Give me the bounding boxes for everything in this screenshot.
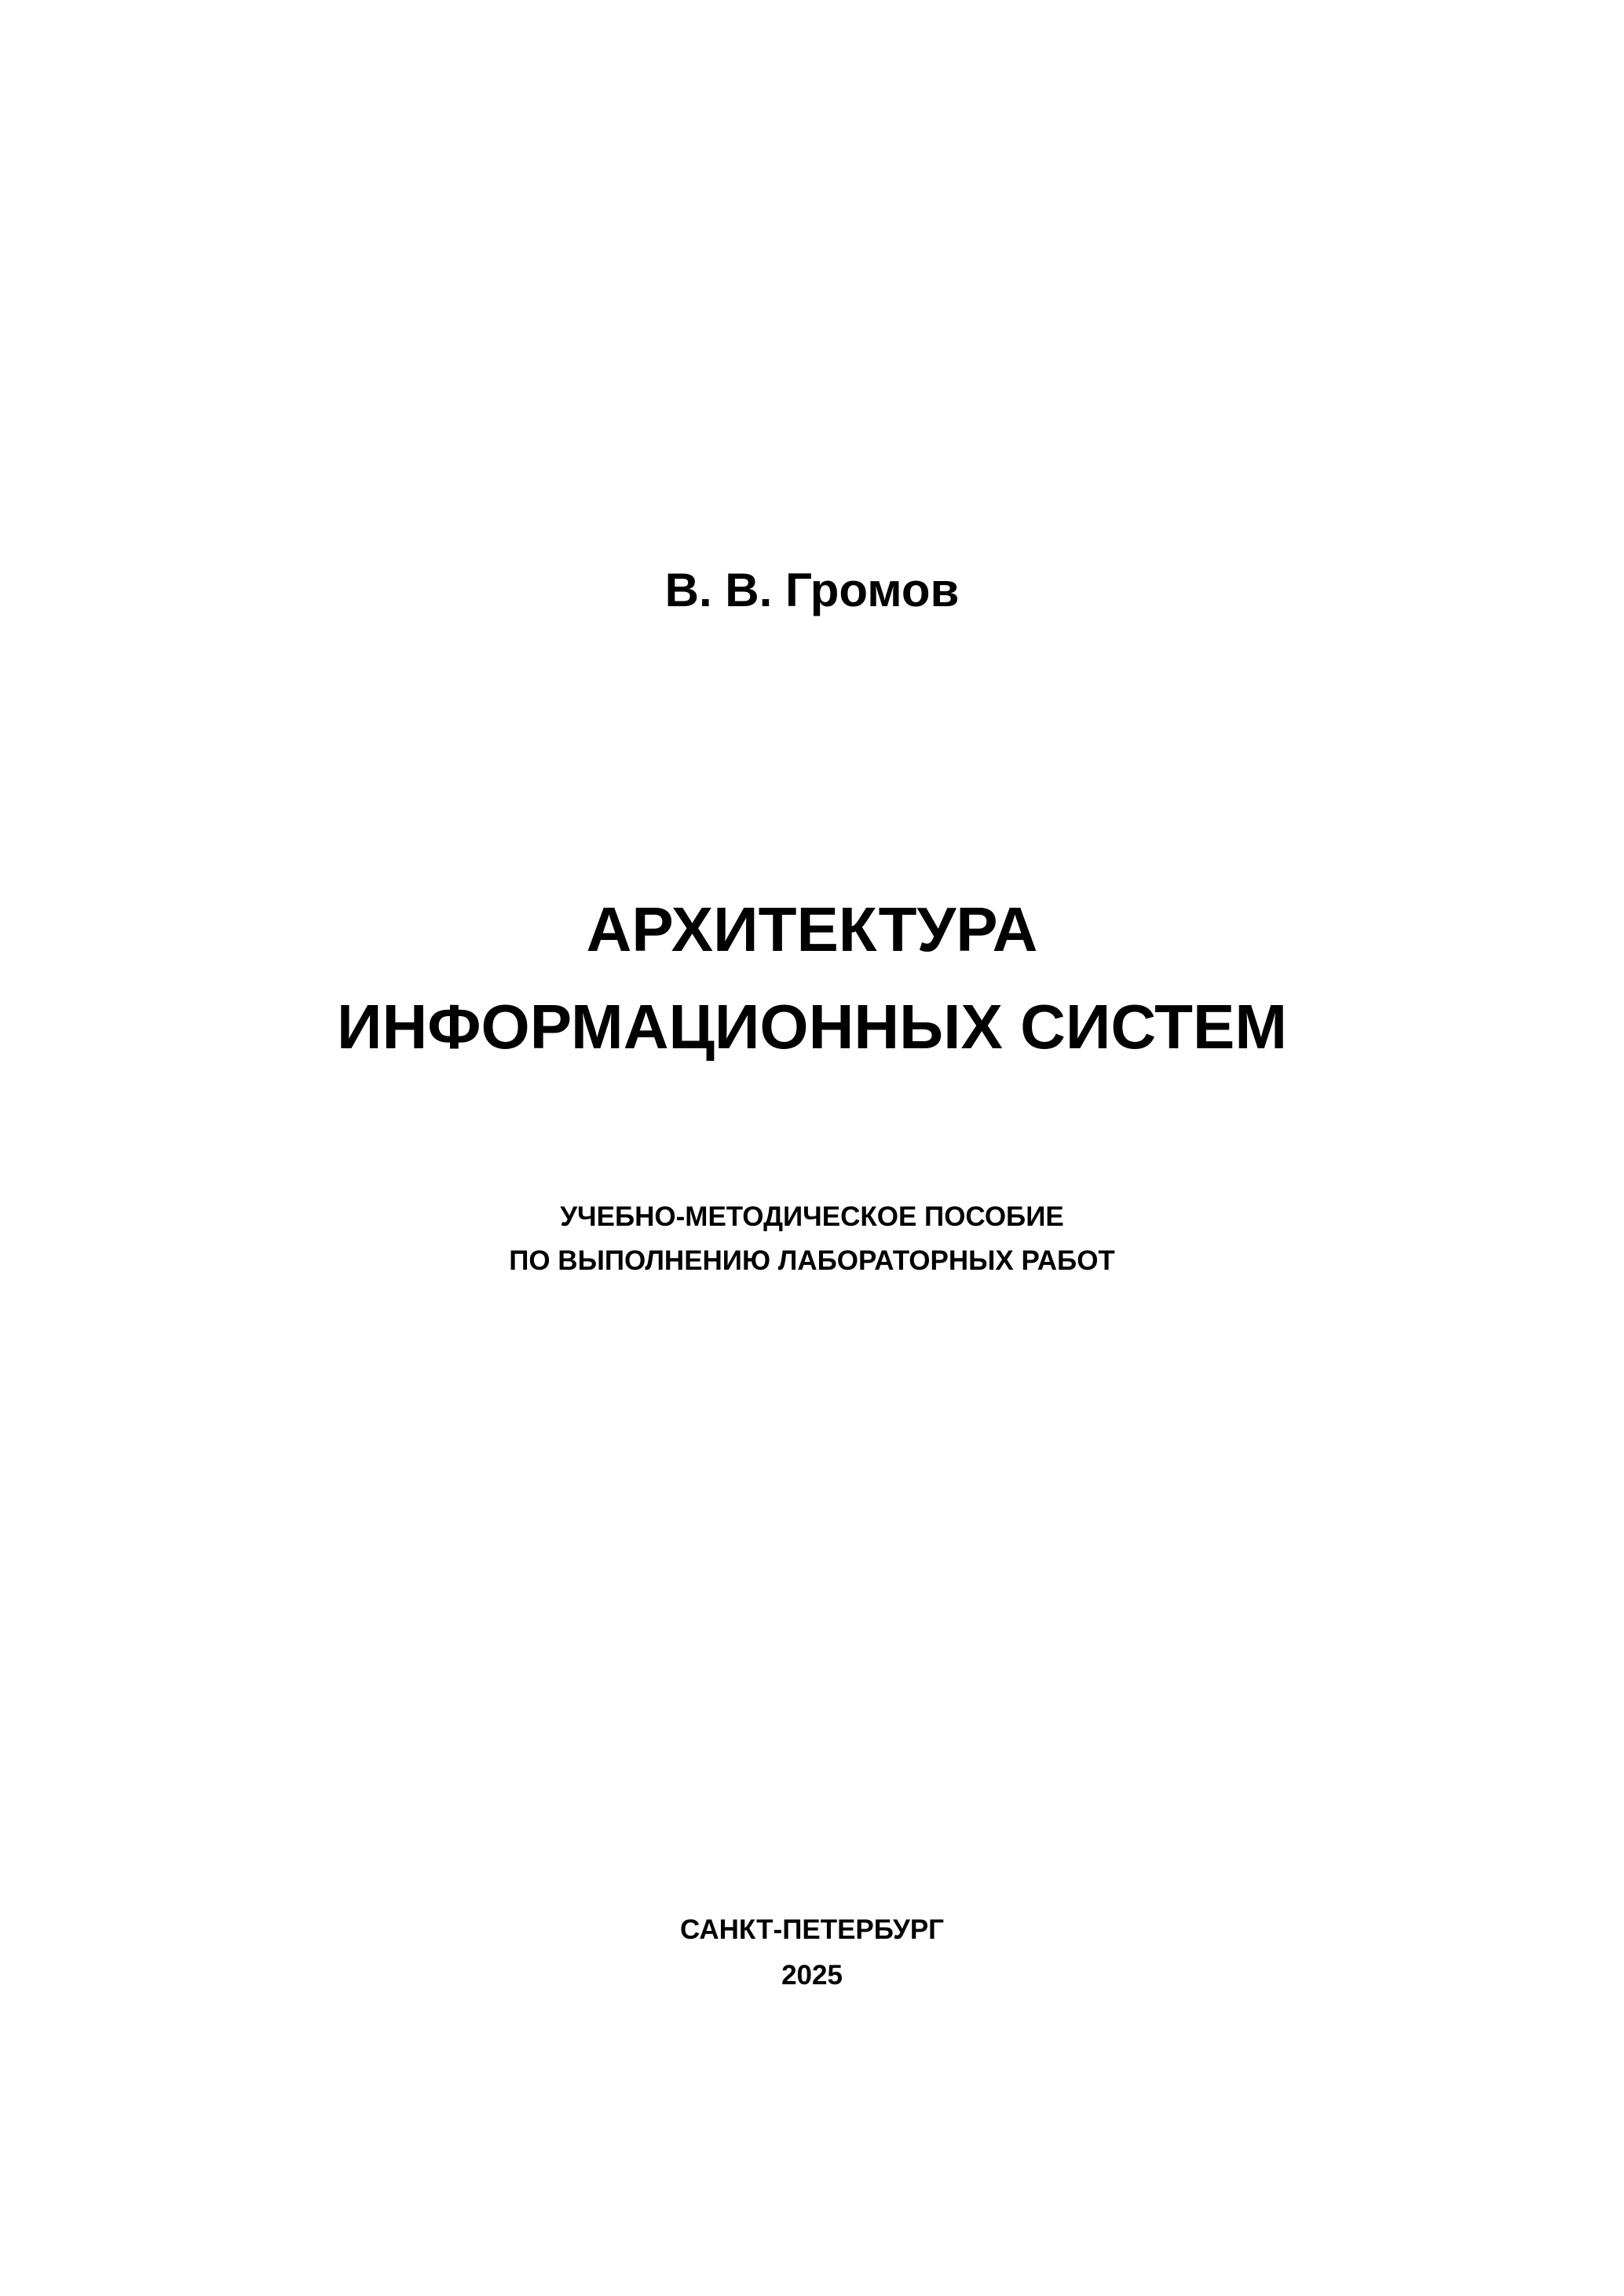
book-title-line-2: ИНФОРМАЦИОННЫХ СИСТЕМ: [336, 992, 1288, 1062]
publication-city: САНКТ-ПЕТЕРБУРГ: [679, 1914, 945, 1945]
book-subtitle-line-2: ПО ВЫПОЛНЕНИЮ ЛАБОРАТОРНЫХ РАБОТ: [509, 1245, 1115, 1276]
book-title-line-1: АРХИТЕКТУРА: [586, 894, 1038, 964]
publication-year: 2025: [781, 1960, 843, 1991]
author-name: В. В. Громов: [664, 564, 960, 616]
book-subtitle-line-1: УЧЕБНО-МЕТОДИЧЕСКОЕ ПОСОБИЕ: [560, 1201, 1064, 1232]
